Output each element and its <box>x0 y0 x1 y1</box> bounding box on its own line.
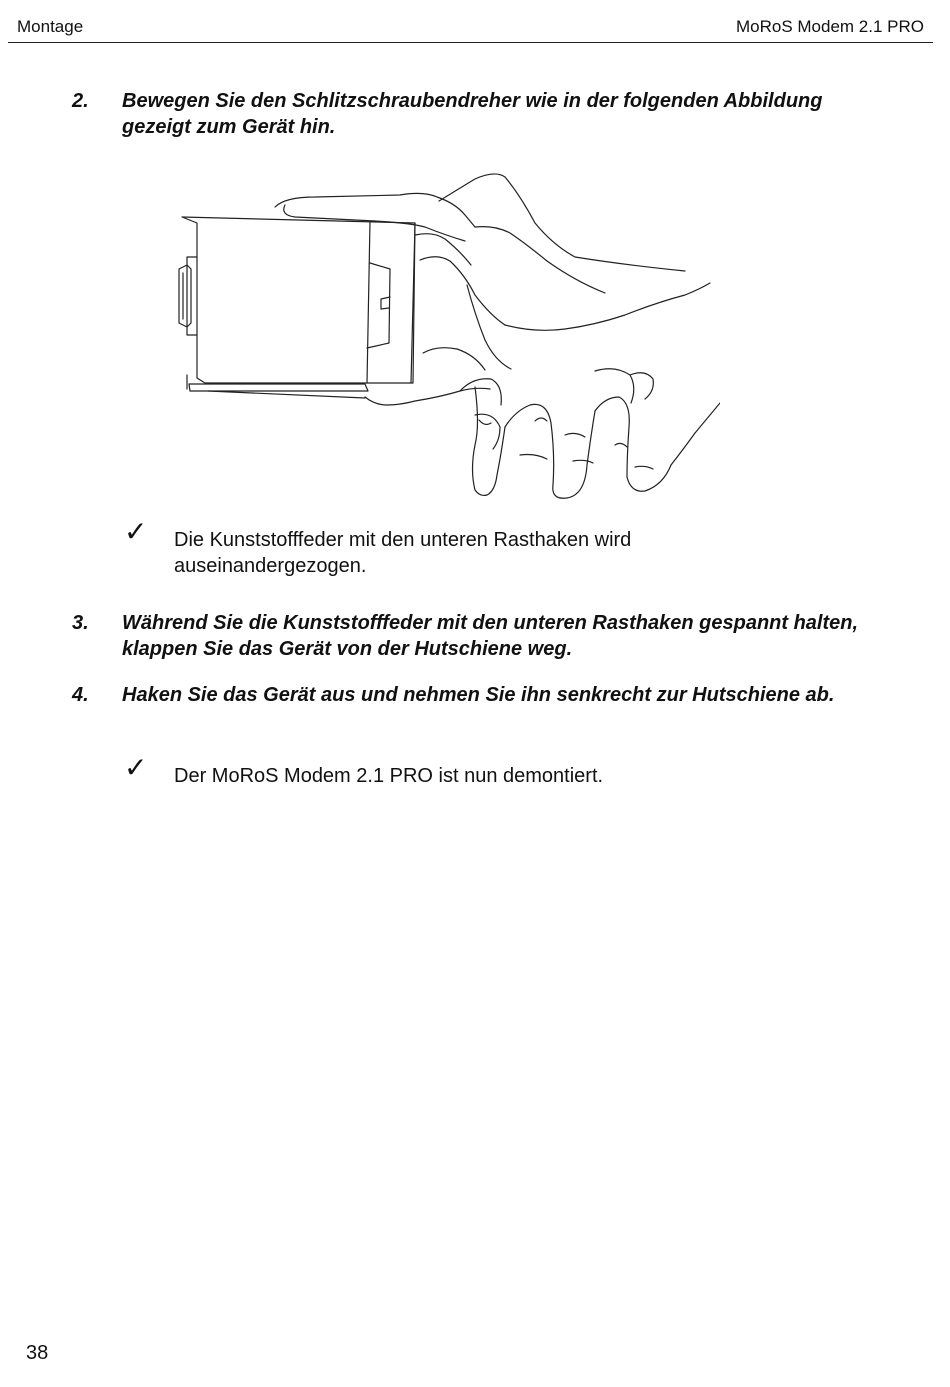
result-text: Der MoRoS Modem 2.1 PRO ist nun demontiert. <box>174 765 604 787</box>
page-header <box>8 14 933 43</box>
din-rail-clip <box>179 265 191 327</box>
step-number: 4. <box>72 684 89 706</box>
header-section-title: Montage <box>17 17 84 36</box>
step-number: 2. <box>72 90 89 112</box>
result-text: Die Kunststofffeder mit den unteren Rasthaken wird auseinandergezogen. <box>174 529 632 577</box>
checkmark-icon: ✓ <box>124 751 148 784</box>
checkmark-icon: ✓ <box>124 515 148 548</box>
step-text: Bewegen Sie den Schlitzschraubendreher wie in der folgenden Abbildung gezeigt zum Gerät hin. <box>122 90 823 138</box>
hand-palm <box>365 388 490 405</box>
step-number: 3. <box>72 612 89 634</box>
device-housing <box>182 217 415 383</box>
hand-index-finger <box>460 379 501 405</box>
step-text: Während Sie die Kunststofffeder mit den unteren Rasthaken gespannt halten, klappen Sie das Gerät von der Hutschiene weg. <box>122 612 859 660</box>
device-removal-illustration <box>175 165 720 505</box>
step-text: Haken Sie das Gerät aus und nehmen Sie ihn senkrecht zur Hutschiene ab. <box>122 684 835 706</box>
header-product-name: MoRoS Modem 2.1 PRO <box>735 17 924 36</box>
page-number: 38 <box>26 1342 49 1364</box>
